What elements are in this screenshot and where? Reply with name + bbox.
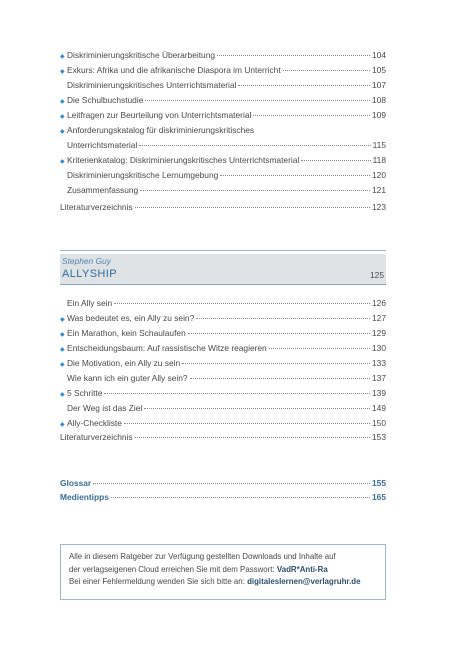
dot-leader xyxy=(135,207,370,208)
toc-row[interactable] xyxy=(60,48,386,62)
toc-row[interactable] xyxy=(60,401,386,415)
bullet-diamond-icon: ◆ xyxy=(60,347,65,353)
bullet-diamond-icon: ◆ xyxy=(60,129,65,135)
notice-line-2-text: der verlagseigenen Cloud erreichen Sie mit dem Passwort: xyxy=(69,564,277,574)
toc-entry-title: Kriterienkatalog: Diskriminierungskritisches Unterrichtsmaterial xyxy=(67,155,300,165)
dot-leader xyxy=(238,85,370,86)
toc-entry-page: 137 xyxy=(372,373,386,383)
toc-entry-title: Zusammenfassung xyxy=(67,185,139,195)
dot-leader xyxy=(188,333,370,334)
toc-row[interactable] xyxy=(60,63,386,77)
toc-row[interactable] xyxy=(60,356,386,370)
toc-entry-page: 107 xyxy=(372,80,386,90)
toc-row[interactable] xyxy=(60,296,386,310)
dot-leader xyxy=(111,497,370,498)
toc-entry-page: 115 xyxy=(372,140,386,150)
toc-entry-title: Medientipps xyxy=(60,492,109,502)
toc-entry-page: 153 xyxy=(372,432,386,442)
toc-entry-title: Diskriminierungskritisches Unterrichtsmaterial xyxy=(67,80,237,90)
toc-entry-page: 165 xyxy=(372,492,386,502)
notice-line-2 xyxy=(69,564,385,577)
toc-entry-title: Entscheidungsbaum: Auf rassistische Witze reagieren xyxy=(67,343,267,353)
dot-leader xyxy=(140,190,370,191)
toc-entry-page: 104 xyxy=(372,50,386,60)
bullet-diamond-icon: ◆ xyxy=(60,159,65,165)
notice-line-3-text: Bei einer Fehlermeldung wenden Sie sich bitte an: xyxy=(69,577,248,586)
bullet-diamond-icon: ◆ xyxy=(60,317,65,323)
dot-leader xyxy=(217,55,370,56)
toc-entry-title: Ein Marathon, kein Schaulaufen xyxy=(67,328,186,338)
toc-row[interactable] xyxy=(60,386,386,400)
bullet-diamond-icon: ◆ xyxy=(60,99,65,105)
toc-row[interactable] xyxy=(60,183,386,197)
toc-entry-page: 120 xyxy=(372,170,386,180)
toc-row[interactable] xyxy=(60,123,386,137)
toc-entry-page: 150 xyxy=(372,418,386,428)
dot-leader xyxy=(182,363,370,364)
toc-entry-title: Der Weg ist das Ziel xyxy=(67,403,143,413)
toc-row-glossar[interactable] xyxy=(60,476,386,490)
dot-leader xyxy=(93,483,370,484)
toc-entry-title: Die Motivation, ein Ally zu sein xyxy=(67,358,181,368)
dot-leader xyxy=(196,318,370,319)
toc-entry-title: 5 Schritte xyxy=(67,388,103,398)
toc-row[interactable] xyxy=(60,138,386,152)
toc-entry-page: 123 xyxy=(372,202,386,212)
toc-row-literature-2[interactable] xyxy=(60,430,386,444)
notice-password: VadR*Anti-Ra xyxy=(276,564,328,574)
chapter-heading-allyship[interactable] xyxy=(60,254,386,285)
toc-entry-page: 118 xyxy=(372,155,386,165)
toc-row[interactable] xyxy=(60,153,386,167)
toc-entry-page: 129 xyxy=(372,328,386,338)
toc-entry-title: Glossar xyxy=(60,478,92,488)
toc-entry-page: 105 xyxy=(372,65,386,75)
toc-row[interactable] xyxy=(60,341,386,355)
chapter-author: Stephen Guy xyxy=(62,256,111,266)
bullet-diamond-icon: ◆ xyxy=(60,54,65,60)
bullet-diamond-icon: ◆ xyxy=(60,362,65,368)
toc-entry-title: Was bedeutet es, ein Ally zu sein? xyxy=(67,313,195,323)
notice-line-3 xyxy=(69,576,385,589)
toc-entry-page: 133 xyxy=(372,358,386,368)
dot-leader xyxy=(139,145,370,146)
dot-leader xyxy=(220,175,370,176)
toc-entry-title: Wie kann ich ein guter Ally sein? xyxy=(67,373,188,383)
toc-row-medientipps[interactable] xyxy=(60,490,386,504)
toc-row[interactable] xyxy=(60,311,386,325)
toc-entry-page: 121 xyxy=(372,185,386,195)
notice-email[interactable]: digitaleslernen@verlagruhr.de xyxy=(247,577,361,586)
toc-entry-title: Diskriminierungskritische Lernumgebung xyxy=(67,170,219,180)
toc-entry-title: Ally-Checkliste xyxy=(67,418,122,428)
toc-row-literature-1[interactable] xyxy=(60,200,386,214)
dot-leader xyxy=(114,303,370,304)
bullet-diamond-icon: ◆ xyxy=(60,392,65,398)
toc-entry-page: 127 xyxy=(372,313,386,323)
dot-leader xyxy=(145,100,370,101)
dot-leader xyxy=(104,393,370,394)
chapter-title: ALLYSHIP xyxy=(62,268,117,280)
dot-leader xyxy=(269,348,370,349)
toc-entry-page: 139 xyxy=(372,388,386,398)
toc-entry-page: 149 xyxy=(372,403,386,413)
toc-entry-title: Leitfragen zur Beurteilung von Unterrichtsmaterial xyxy=(67,110,252,120)
bullet-diamond-icon: ◆ xyxy=(60,69,65,75)
toc-entry-page: 109 xyxy=(372,110,386,120)
toc-entry-title: Literaturverzeichnis xyxy=(60,432,133,442)
toc-entry-title: Ein Ally sein xyxy=(67,298,113,308)
toc-entry-page: 126 xyxy=(372,298,386,308)
dot-leader xyxy=(135,437,370,438)
toc-entry-page: 155 xyxy=(372,478,386,488)
toc-row[interactable] xyxy=(60,371,386,385)
section-divider xyxy=(60,250,386,251)
toc-row[interactable] xyxy=(60,93,386,107)
notice-line-1: Alle in diesem Ratgeber zur Verfügung gestellten Downloads und Inhalte auf xyxy=(69,552,336,561)
toc-entry-page: 108 xyxy=(372,95,386,105)
toc-row[interactable] xyxy=(60,326,386,340)
bullet-diamond-icon: ◆ xyxy=(60,332,65,338)
bullet-diamond-icon: ◆ xyxy=(60,114,65,120)
download-notice-box xyxy=(60,544,386,600)
toc-row[interactable] xyxy=(60,78,386,92)
bullet-diamond-icon: ◆ xyxy=(60,422,65,428)
toc-entry-page: 130 xyxy=(372,343,386,353)
dot-leader xyxy=(190,378,370,379)
toc-entry-title: Anforderungskatalog für diskriminierungskritisches xyxy=(67,125,255,135)
dot-leader xyxy=(283,70,370,71)
toc-entry-title: Diskriminierungskritische Überarbeitung xyxy=(67,50,216,60)
dot-leader xyxy=(124,423,370,424)
toc-entry-title: Exkurs: Afrika und die afrikanische Diaspora im Unterricht xyxy=(67,65,281,75)
dot-leader xyxy=(301,160,370,161)
chapter-page: 125 xyxy=(370,270,384,280)
toc-entry-title: Unterrichtsmaterial xyxy=(67,140,138,150)
dot-leader xyxy=(253,115,370,116)
dot-leader xyxy=(144,408,370,409)
toc-row[interactable] xyxy=(60,168,386,182)
toc-entry-title: Literaturverzeichnis xyxy=(60,202,133,212)
toc-entry-title: Die Schulbuchstudie xyxy=(67,95,144,105)
toc-row[interactable] xyxy=(60,416,386,430)
toc-row[interactable] xyxy=(60,108,386,122)
